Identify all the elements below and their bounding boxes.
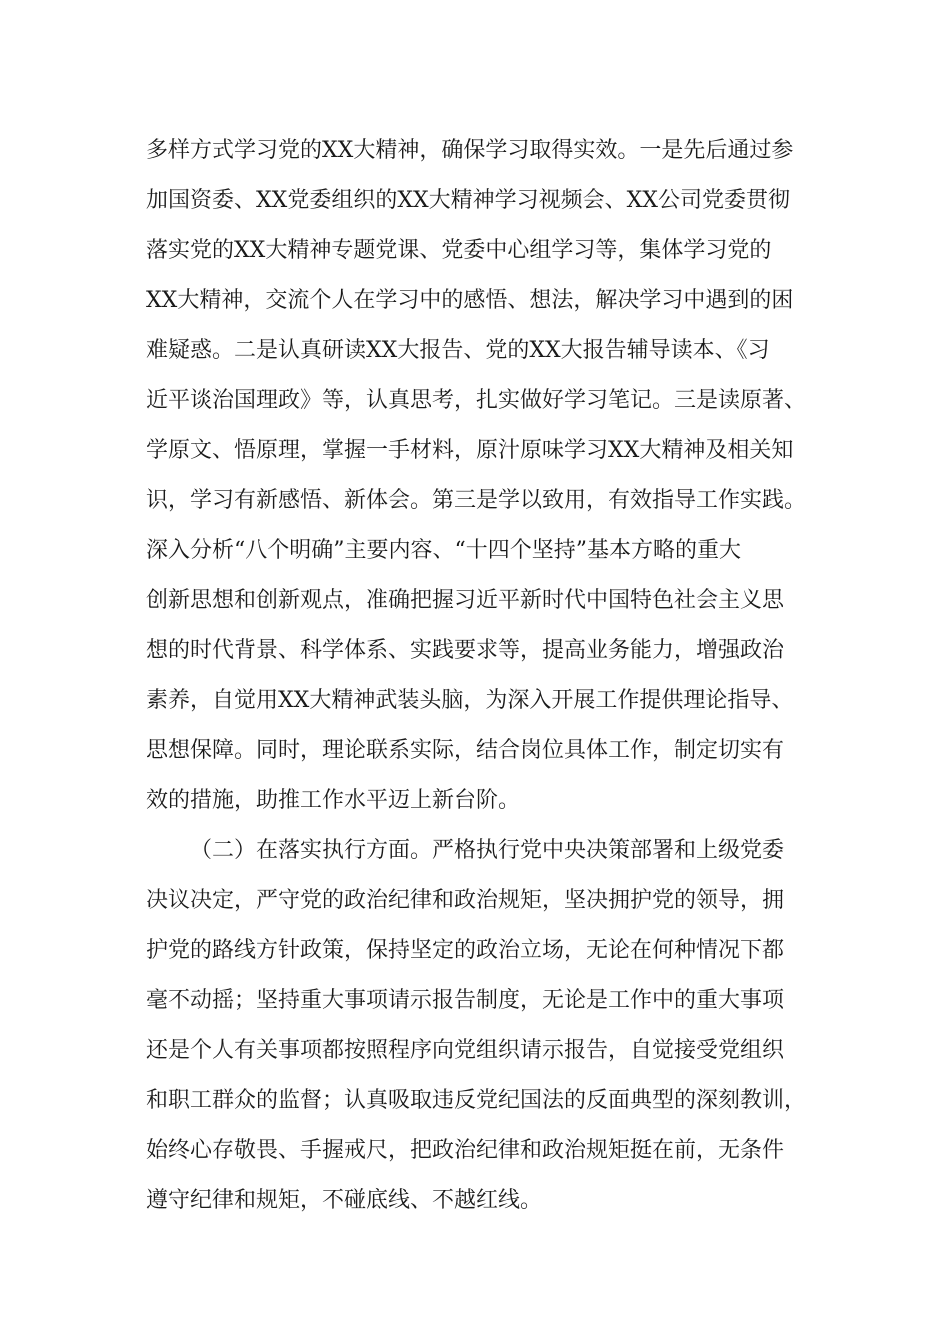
text-line: 护党的路线方针政策，保持坚定的政治立场，无论在何种情况下都: [146, 938, 785, 963]
text-line: 识，学习有新感悟、新体会。第三是学以致用，有效指导工作实践。: [146, 488, 807, 513]
text-line: 近平谈治国理政》等，认真思考，扎实做好学习笔记。三是读原著、: [146, 388, 807, 413]
paragraph-study: [146, 126, 826, 826]
text-line: 决议决定，严守党的政治纪律和政治规矩，坚决拥护党的领导，拥: [146, 888, 785, 913]
text-line: 和职工群众的监督；认真吸取违反党纪国法的反面典型的深刻教训，: [146, 1088, 807, 1113]
text-line: 效的措施，助推工作水平迈上新台阶。: [146, 788, 521, 813]
text-line: 素养，自觉用XX大精神武装头脑，为深入开展工作提供理论指导、: [146, 688, 794, 713]
section-heading-line: （二）在落实执行方面。严格执行党中央决策部署和上级党委: [190, 838, 785, 863]
text-line: 深入分析“八个明确”主要内容、“十四个坚持”基本方略的重大: [146, 538, 741, 563]
text-line: XX大精神，交流个人在学习中的感悟、想法，解决学习中遇到的困: [146, 288, 794, 313]
text-line: 还是个人有关事项都按照程序向党组织请示报告，自觉接受党组织: [146, 1038, 785, 1063]
text-line: 加国资委、XX党委组织的XX大精神学习视频会、XX公司党委贯彻: [146, 188, 790, 213]
text-line: 落实党的XX大精神专题党课、党委中心组学习等，集体学习党的: [146, 238, 772, 263]
text-line: 想的时代背景、科学体系、实践要求等，提高业务能力，增强政治: [146, 638, 785, 663]
text-line: 多样方式学习党的XX大精神，确保学习取得实效。一是先后通过参: [146, 138, 794, 163]
text-line: 难疑惑。二是认真研读XX大报告、党的XX大报告辅导读本、《习: [146, 338, 770, 363]
text-line: 创新思想和创新观点，准确把握习近平新时代中国特色社会主义思: [146, 588, 785, 613]
text-line: 学原文、悟原理，掌握一手材料，原汁原味学习XX大精神及相关知: [146, 438, 794, 463]
text-line: 思想保障。同时，理论联系实际，结合岗位具体工作，制定切实有: [146, 738, 785, 763]
text-line: 遵守纪律和规矩，不碰底线、不越红线。: [146, 1188, 543, 1213]
text-line: 始终心存敬畏、手握戒尺，把政治纪律和政治规矩挺在前，无条件: [146, 1138, 785, 1163]
document-body: [146, 126, 826, 1226]
paragraph-implementation: [146, 826, 826, 1226]
text-line: 毫不动摇；坚持重大事项请示报告制度，无论是工作中的重大事项: [146, 988, 785, 1013]
